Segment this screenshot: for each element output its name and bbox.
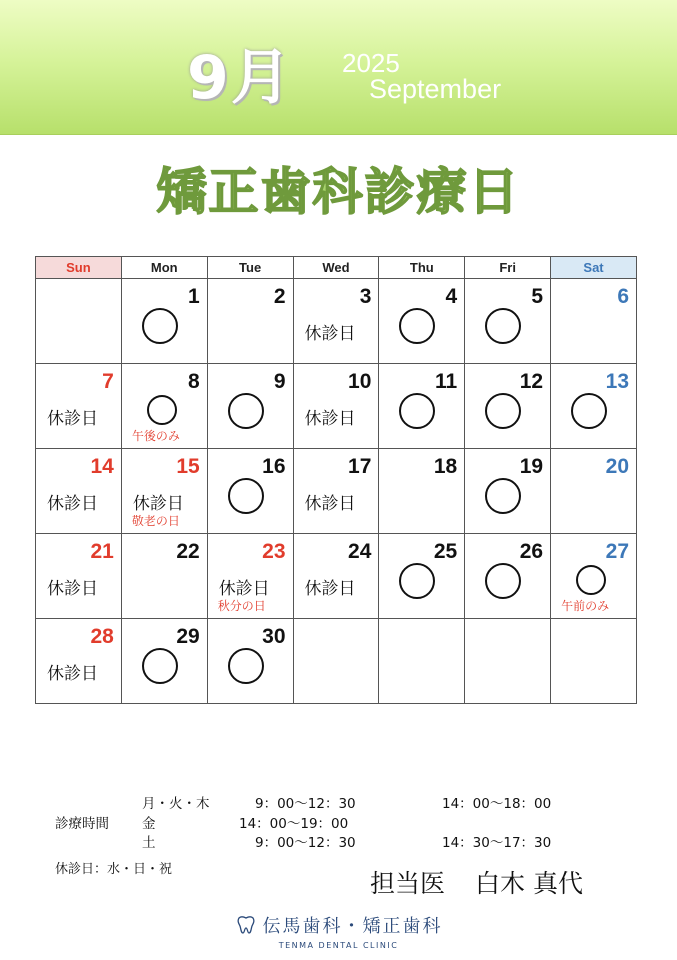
hours-am-row-2: 14：00～19：00 xyxy=(239,816,349,832)
calendar-day-cell xyxy=(207,279,293,364)
year: 2025 xyxy=(342,48,400,78)
doctor-role: 担当医 xyxy=(370,869,446,898)
open-day-circle-icon xyxy=(485,563,521,599)
open-day-circle-icon xyxy=(147,395,177,425)
day-number: 19 xyxy=(519,455,544,478)
day-number: 2 xyxy=(273,285,286,308)
calendar-day-cell xyxy=(379,449,465,534)
calendar-day-cell xyxy=(207,364,293,449)
closed-label: 休診日 xyxy=(304,579,356,599)
clinic-name xyxy=(0,912,677,938)
hours-am-row-1: 9：00～12：30 xyxy=(255,796,356,812)
calendar-day-cell xyxy=(36,534,122,619)
day-number: 22 xyxy=(176,540,200,563)
day-number: 30 xyxy=(262,625,286,648)
day-note: 敬老の日 xyxy=(131,514,180,528)
closed-label: 休診日 xyxy=(304,409,356,429)
day-number: 1 xyxy=(188,285,200,308)
day-number: 21 xyxy=(90,540,114,563)
calendar-week-row xyxy=(36,279,637,364)
day-number: 20 xyxy=(605,455,629,478)
calendar-day-cell xyxy=(121,534,207,619)
calendar-day-cell xyxy=(121,619,207,704)
day-number: 26 xyxy=(519,540,544,563)
calendar-day-cell xyxy=(293,279,379,364)
day-number: 14 xyxy=(90,455,114,478)
calendar-day-cell xyxy=(207,619,293,704)
open-day-circle-icon xyxy=(228,478,264,514)
calendar-day-cell xyxy=(121,449,207,534)
day-number: 13 xyxy=(605,370,629,393)
open-day-circle-icon xyxy=(228,393,264,429)
calendar-empty-cell xyxy=(465,619,551,704)
day-number: 25 xyxy=(433,540,458,563)
clinic-name-text: 伝馬歯科・矯正歯科 xyxy=(262,916,443,937)
calendar-week-row xyxy=(36,364,637,449)
calendar-day-cell xyxy=(551,279,637,364)
day-number: 3 xyxy=(359,285,372,308)
calendar-day-cell xyxy=(207,449,293,534)
calendar-day-cell xyxy=(121,279,207,364)
open-day-circle-icon xyxy=(485,393,521,429)
closed-label: 休診日 xyxy=(304,494,356,514)
calendar-day-cell xyxy=(551,364,637,449)
calendar-table xyxy=(35,256,637,704)
day-number: 8 xyxy=(188,370,200,393)
page-title: 矯正歯科診療日 xyxy=(156,163,521,221)
closed-label: 休診日 xyxy=(304,324,356,344)
closed-label: 休診日 xyxy=(47,409,98,429)
open-day-circle-icon xyxy=(485,478,521,514)
calendar-day-cell xyxy=(379,279,465,364)
calendar-empty-cell xyxy=(36,279,122,364)
calendar-empty-cell xyxy=(551,619,637,704)
hours-days-row-3: 土 xyxy=(142,835,156,851)
weekday-mon: Mon xyxy=(121,257,207,279)
day-number: 10 xyxy=(348,370,372,393)
calendar-day-cell xyxy=(121,364,207,449)
weekday-sun: Sun xyxy=(36,257,122,279)
closed-label: 休診日 xyxy=(47,664,98,684)
closed-label: 休診日 xyxy=(47,494,98,514)
calendar-day-cell xyxy=(465,534,551,619)
weekday-wed: Wed xyxy=(293,257,379,279)
calendar-day-cell xyxy=(293,364,379,449)
calendar-day-cell xyxy=(551,449,637,534)
hours-pm-row-3: 14：30～17：30 xyxy=(442,835,552,851)
calendar-day-cell xyxy=(379,364,465,449)
day-note: 秋分の日 xyxy=(217,599,266,613)
open-day-circle-icon xyxy=(571,393,607,429)
calendar-day-cell xyxy=(293,534,379,619)
day-number: 28 xyxy=(90,625,114,648)
open-day-circle-icon xyxy=(142,308,178,344)
hours-label: 診療時間 xyxy=(55,816,109,832)
day-number: 29 xyxy=(176,625,200,648)
calendar-week-row xyxy=(36,619,637,704)
calendar-day-cell xyxy=(465,279,551,364)
hours-am-row-3: 9：00～12：30 xyxy=(255,835,356,851)
calendar-day-cell xyxy=(36,619,122,704)
hours-pm-row-1: 14：00～18：00 xyxy=(442,796,552,812)
calendar-day-cell xyxy=(207,534,293,619)
weekday-header-row xyxy=(36,257,637,279)
weekday-tue: Tue xyxy=(207,257,293,279)
day-number: 6 xyxy=(617,285,629,308)
doctor-in-charge xyxy=(370,864,583,900)
day-number: 27 xyxy=(605,540,629,563)
day-number: 23 xyxy=(262,540,286,563)
calendar-day-cell xyxy=(36,364,122,449)
weekday-sat: Sat xyxy=(551,257,637,279)
month-number: 9月 xyxy=(187,43,293,113)
clinic-name-english: TENMA DENTAL CLINIC xyxy=(278,941,399,950)
day-number: 17 xyxy=(348,455,372,478)
closed-label: 休診日 xyxy=(47,579,98,599)
calendar-day-cell xyxy=(36,449,122,534)
open-day-circle-icon xyxy=(485,308,521,344)
open-day-circle-icon xyxy=(228,648,264,684)
day-note: 午前のみ xyxy=(561,599,610,613)
day-number: 18 xyxy=(433,455,458,478)
day-number: 7 xyxy=(102,370,114,393)
month-english: September xyxy=(369,74,502,104)
weekday-fri: Fri xyxy=(465,257,551,279)
closed-label: 休診日 xyxy=(218,579,270,599)
day-number: 15 xyxy=(176,455,200,478)
closed-label: 休診日 xyxy=(132,494,184,514)
calendar-day-cell xyxy=(379,534,465,619)
calendar-week-row xyxy=(36,449,637,534)
open-day-circle-icon xyxy=(399,563,435,599)
header-band xyxy=(0,0,677,135)
day-number: 16 xyxy=(262,455,286,478)
day-number: 11 xyxy=(435,370,458,393)
day-number: 5 xyxy=(531,285,544,308)
hours-days-row-2: 金 xyxy=(142,816,156,832)
day-number: 4 xyxy=(445,285,458,308)
weekday-thu: Thu xyxy=(379,257,465,279)
calendar-day-cell xyxy=(293,449,379,534)
day-number: 9 xyxy=(273,370,286,393)
open-day-circle-icon xyxy=(399,308,435,344)
calendar-day-cell xyxy=(465,364,551,449)
closed-days-note: 休診日：水・日・祝 xyxy=(55,862,173,877)
calendar-empty-cell xyxy=(293,619,379,704)
calendar-day-cell xyxy=(465,449,551,534)
tooth-icon xyxy=(235,915,257,935)
open-day-circle-icon xyxy=(399,393,435,429)
day-number: 24 xyxy=(348,540,372,563)
calendar-body xyxy=(36,279,637,704)
calendar-week-row xyxy=(36,534,637,619)
day-note: 午後のみ xyxy=(131,429,180,443)
day-number: 12 xyxy=(519,370,544,393)
calendar-empty-cell xyxy=(379,619,465,704)
doctor-name: 白木 真代 xyxy=(475,869,583,898)
open-day-circle-icon xyxy=(142,648,178,684)
calendar-day-cell xyxy=(551,534,637,619)
open-day-circle-icon xyxy=(576,565,606,595)
hours-days-row-1: 月・火・木 xyxy=(142,796,210,812)
